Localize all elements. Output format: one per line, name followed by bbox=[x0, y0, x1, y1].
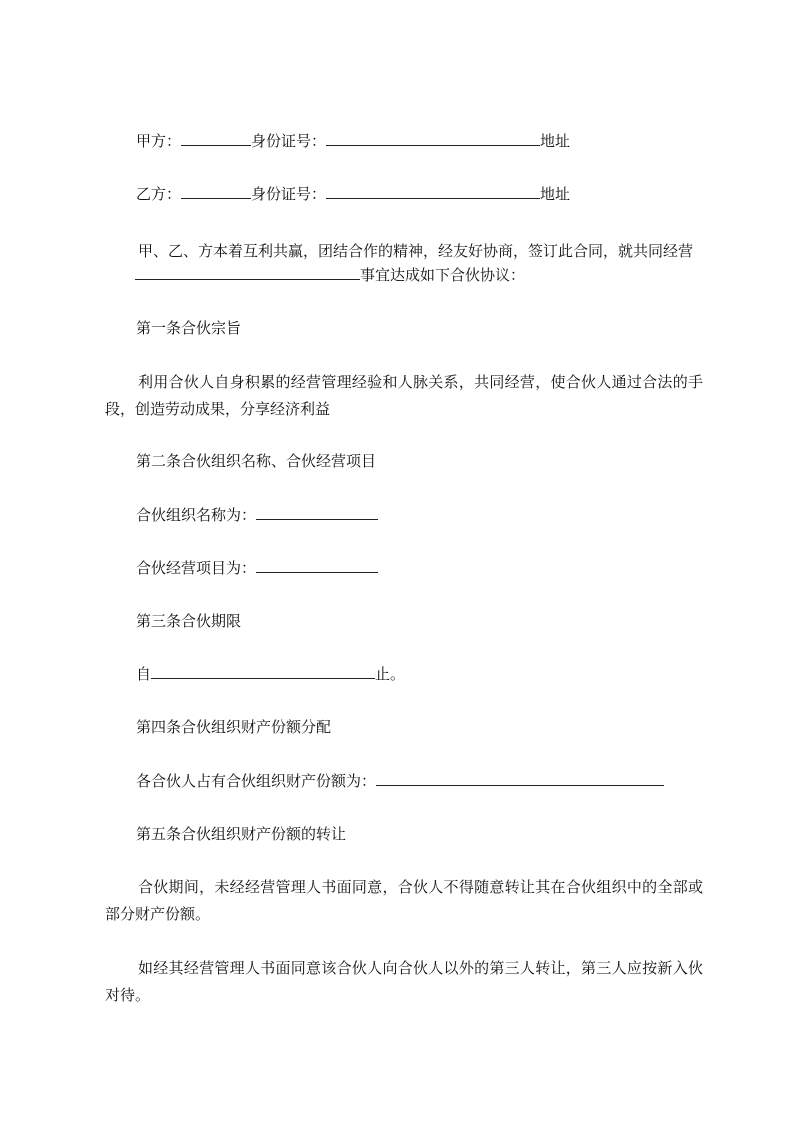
project-label: 合伙经营项目为： bbox=[136, 559, 257, 577]
share-blank[interactable] bbox=[376, 771, 664, 786]
org-name-label: 合伙组织名称为： bbox=[136, 506, 257, 524]
party-b-label: 乙方： bbox=[136, 185, 182, 203]
party-b-address-label: 地址 bbox=[540, 185, 571, 203]
party-b-name-blank[interactable] bbox=[181, 184, 251, 199]
party-a-line bbox=[136, 131, 570, 151]
business-blank[interactable] bbox=[135, 265, 360, 280]
term-from-label: 自 bbox=[136, 665, 152, 683]
article1-title: 第一条合伙宗旨 bbox=[136, 319, 242, 337]
term-to-label: 止。 bbox=[375, 665, 406, 683]
party-a-name-blank[interactable] bbox=[181, 131, 251, 146]
project-line bbox=[136, 558, 378, 578]
party-b-id-blank[interactable] bbox=[326, 184, 540, 199]
party-a-id-label: 身份证号： bbox=[251, 132, 327, 150]
intro-text-2: 事宜达成如下合伙协议： bbox=[360, 266, 526, 284]
party-a-label: 甲方： bbox=[136, 132, 182, 150]
party-b-id-label: 身份证号： bbox=[251, 185, 327, 203]
party-a-id-blank[interactable] bbox=[326, 131, 540, 146]
article5-para2: 如经其经营管理人书面同意该合伙人向合伙人以外的第三人转让，第三人应按新入伙对待。 bbox=[105, 959, 703, 1004]
share-line bbox=[136, 771, 664, 791]
share-label: 各合伙人占有合伙组织财产份额为： bbox=[136, 772, 377, 790]
term-line bbox=[136, 664, 405, 684]
article5-para1: 合伙期间，未经经营管理人书面同意，合伙人不得随意转让其在合伙组织中的全部或部分财产份额。 bbox=[105, 878, 703, 923]
article4-title: 第四条合伙组织财产份额分配 bbox=[136, 718, 332, 736]
intro-paragraph bbox=[138, 238, 704, 265]
org-name-line bbox=[136, 505, 378, 525]
org-name-blank[interactable] bbox=[256, 505, 378, 520]
article5-title: 第五条合伙组织财产份额的转让 bbox=[136, 825, 347, 843]
party-b-line bbox=[136, 184, 570, 204]
article3-title: 第三条合伙期限 bbox=[136, 612, 242, 630]
party-a-address-label: 地址 bbox=[540, 132, 571, 150]
project-blank[interactable] bbox=[256, 558, 378, 573]
article1-body: 利用合伙人自身积累的经营管理经验和人脉关系，共同经营，使合伙人通过合法的手段，创造劳动成果，分享经济利益 bbox=[105, 373, 703, 418]
article2-title: 第二条合伙组织名称、合伙经营项目 bbox=[136, 452, 377, 470]
intro-line-2 bbox=[105, 265, 525, 285]
intro-text-1: 甲、乙、方本着互利共赢，团结合作的精神，经友好协商，签订此合同，就共同经营 bbox=[138, 242, 694, 260]
term-blank[interactable] bbox=[151, 664, 375, 679]
